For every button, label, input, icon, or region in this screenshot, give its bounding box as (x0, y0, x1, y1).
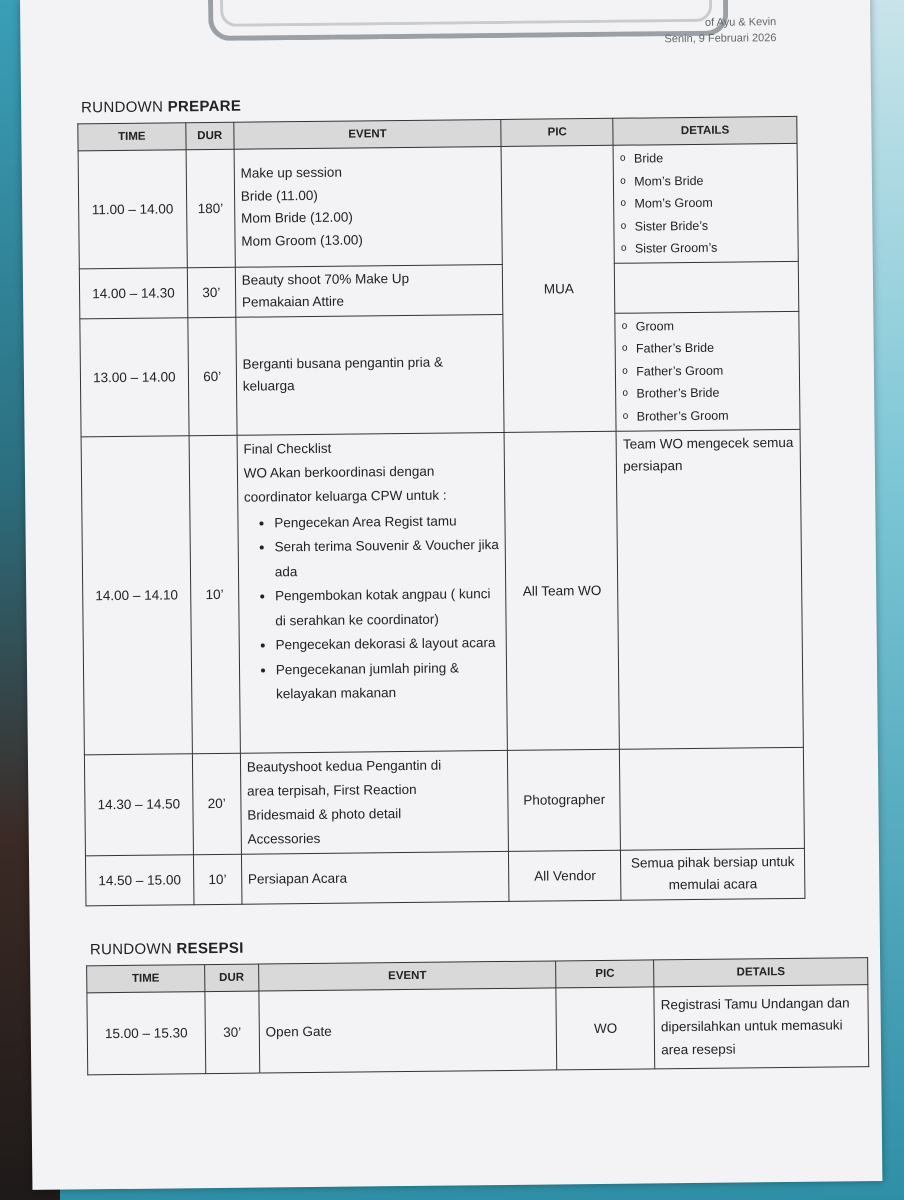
dur-cell: 10’ (193, 854, 241, 904)
time-cell: 11.00 – 14.00 (78, 150, 187, 269)
details-cell: Registrasi Tamu Undangan dan dipersilahkan untuk memasuki area resepsi (654, 985, 869, 1069)
col-header-dur: DUR (186, 122, 234, 150)
dur-cell: 180’ (186, 149, 235, 267)
section-title-prepare: RUNDOWN PREPARE (81, 97, 242, 117)
details-cell (620, 747, 805, 850)
time-cell: 13.00 – 14.00 (80, 317, 189, 436)
col-header-dur: DUR (204, 964, 258, 992)
details-item: o Groom (622, 314, 793, 338)
details-cell: Team WO mengecek semua persiapan (616, 429, 803, 749)
col-header-details: DETAILS (613, 116, 797, 145)
document-page (20, 0, 882, 1190)
pic-cell: All Team WO (504, 431, 619, 750)
table-row (78, 143, 798, 268)
details-item: o Sister Groom’s (621, 236, 792, 260)
table-row (87, 985, 869, 1075)
event-cell (236, 314, 505, 435)
event-date: Senin, 9 Februari 2026 (664, 32, 777, 46)
event-cell (237, 432, 508, 753)
checklist-item: • Pengecekan dekorasi & layout acara (275, 631, 500, 658)
col-header-pic: PIC (501, 118, 613, 146)
pic-cell: Photographer (508, 749, 621, 851)
table-row (85, 848, 804, 906)
col-header-time: TIME (78, 123, 186, 151)
details-cell (613, 143, 798, 262)
details-item: o Brother’s Bride (622, 381, 793, 405)
pic-cell: All Vendor (509, 850, 621, 901)
event-line: area terpisah, First Reaction (246, 781, 417, 799)
event-line: Final Checklist (243, 440, 332, 457)
event-line: Make up session (240, 164, 342, 181)
couple-names: of Ayu & Kevin (704, 16, 777, 29)
dur-cell: 20’ (192, 753, 241, 854)
event-line: Mom Groom (13.00) (241, 232, 363, 249)
resepsi-table (86, 957, 869, 1075)
checklist (244, 509, 501, 708)
details-item: o Brother’s Groom (623, 404, 794, 428)
dur-cell: 30’ (187, 267, 235, 317)
event-line: keluarga (242, 378, 295, 394)
event-line: Mom Bride (12.00) (241, 209, 353, 226)
document-header (664, 14, 776, 47)
event-cell (240, 750, 509, 854)
event-cell: Persiapan Acara (241, 851, 509, 904)
time-cell: 14.00 – 14.10 (81, 435, 192, 754)
checklist-item: • Serah terima Souvenir & Voucher jika ada (274, 533, 499, 584)
event-line: coordinator keluarga CPW untuk : (243, 487, 447, 505)
col-header-time: TIME (87, 965, 205, 993)
checklist-item: • Pengembokan kotak angpau ( kunci di serahkan ke coordinator) (275, 582, 500, 633)
details-item: o Mom’s Bride (620, 168, 791, 192)
details-item: o Father’s Groom (622, 359, 793, 383)
time-cell: 14.30 – 14.50 (84, 753, 193, 855)
event-cell (235, 264, 503, 317)
event-line: Berganti busana pengantin pria & (242, 354, 444, 372)
event-line: Bride (11.00) (240, 187, 318, 204)
details-cell-empty (615, 261, 799, 313)
pic-cell: WO (556, 987, 655, 1070)
col-header-event: EVENT (258, 961, 556, 991)
event-line: Bridesmaid & photo detail (247, 805, 402, 823)
col-header-event: EVENT (234, 119, 502, 149)
event-cell (234, 146, 503, 266)
details-item: o Father’s Bride (622, 336, 793, 360)
dur-cell: 10’ (189, 435, 240, 753)
details-item: o Mom’s Groom (620, 191, 791, 215)
table-row (81, 429, 803, 755)
event-line: Beautyshoot kedua Pengantin di (246, 757, 442, 775)
event-line: Pemakaian Attire (241, 293, 345, 310)
event-line: Accessories (247, 830, 321, 847)
dur-cell: 60’ (188, 317, 237, 435)
details-item: o Bride (620, 146, 791, 170)
time-cell: 14.50 – 15.00 (85, 854, 193, 905)
table-row (79, 261, 798, 319)
details-item: o Sister Bride’s (621, 213, 792, 237)
col-header-details: DETAILS (654, 958, 868, 987)
time-cell: 14.00 – 14.30 (79, 267, 187, 318)
details-cell (615, 311, 800, 431)
checklist-item: • Pengecekanan jumlah piring & kelayakan makanan (276, 656, 501, 707)
checklist-item: • Pengecekan Area Regist tamu (274, 509, 499, 536)
event-line: WO Akan berkoordinasi dengan (243, 463, 435, 481)
table-row (80, 311, 800, 437)
details-cell: Semua pihak bersiap untuk memulai acara (621, 848, 805, 900)
time-cell: 15.00 – 15.30 (87, 992, 206, 1075)
prepare-table (77, 116, 805, 906)
event-line: Beauty shoot 70% Make Up (241, 270, 410, 288)
col-header-pic: PIC (556, 960, 654, 988)
pic-cell-mua: MUA (501, 145, 616, 432)
dur-cell: 30’ (205, 991, 260, 1074)
event-cell: Open Gate (259, 988, 557, 1073)
table-row (84, 747, 804, 856)
section-title-resepsi: RUNDOWN RESEPSI (89, 939, 244, 959)
